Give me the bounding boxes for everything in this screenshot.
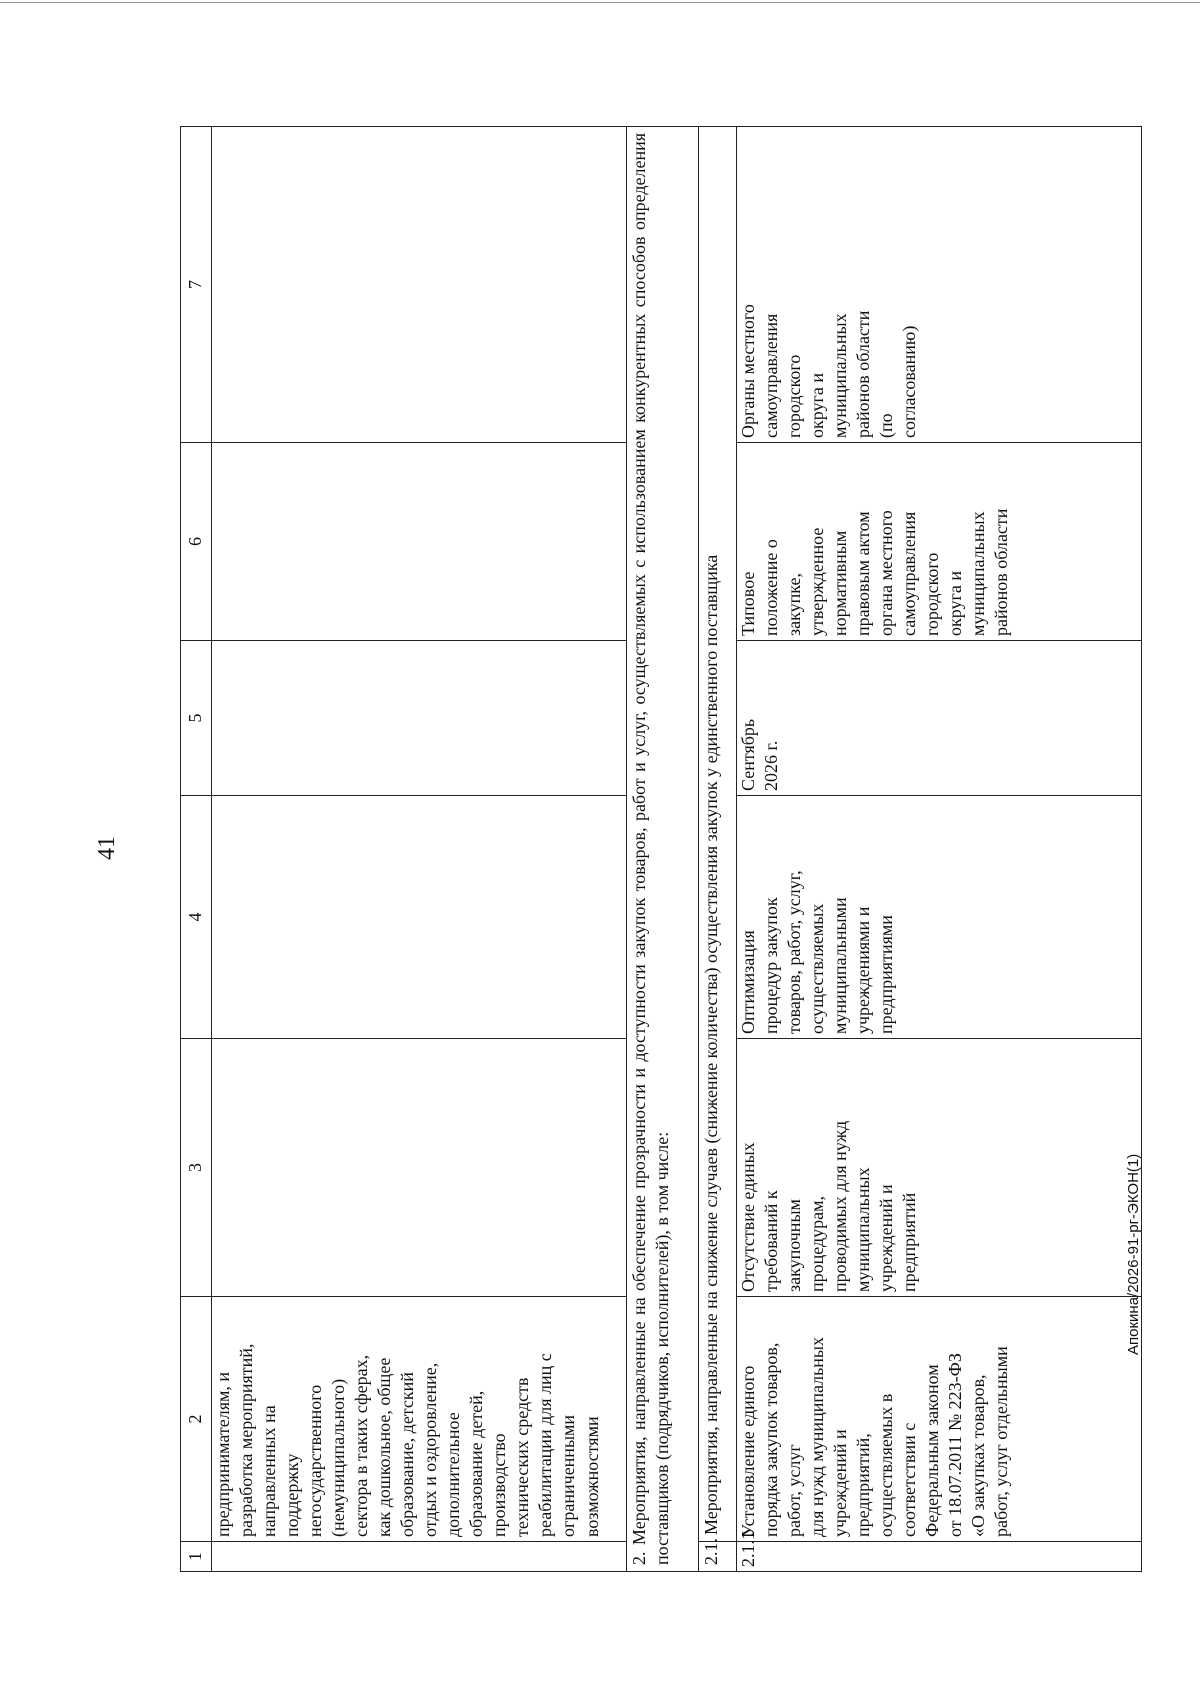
header-col-1: 1 <box>181 1542 212 1572</box>
cell-responsible <box>212 127 627 443</box>
cell-measure: Установление единого порядка закупок товаров, работ, услуг для нужд муниципальных учреждений и предприятий, осуществляемых в соответствии с Федеральным законом от 18.07.2011 № 223-ФЗ «О закупках товаров, работ, услуг отдельными <box>736 1297 1141 1542</box>
section-2-cell <box>627 127 699 1572</box>
header-col-7: 7 <box>181 127 212 443</box>
page-number: 41 <box>94 836 120 860</box>
rotated-table-wrapper <box>180 127 1142 1572</box>
header-col-4: 4 <box>181 796 212 1039</box>
cell-responsible: Органы местного самоуправления городского округа и муниципальных районов области (по согласованию) <box>736 127 1141 443</box>
header-col-5: 5 <box>181 641 212 796</box>
cell-goal: Оптимизация процедур закупок товаров, работ, услуг, осуществляемых муниципальными учреждениями и предприятиями <box>736 796 1141 1039</box>
table-row <box>212 127 627 1572</box>
measures-table <box>180 126 1142 1572</box>
section-2-1-number: 2.1. <box>698 1542 736 1572</box>
cell-deadline <box>212 641 627 796</box>
header-row <box>181 127 212 1572</box>
cell-measure: предпринимателям, и разработка мероприятий, направленных на поддержку негосударственного (немуниципального) сектора в таких сферах, как дошкольное, общее образование, детский отдых и оздоровление, дополнительное образование детей, производство технических средств реабилитации для лиц с ограниченными возможностями <box>212 1297 627 1542</box>
header-col-2: 2 <box>181 1297 212 1542</box>
cell-number <box>212 1542 627 1572</box>
footer-document-code: Апокина/2026-91-рг-ЭКОН(1) <box>1125 1153 1142 1355</box>
cell-problem: Отсутствие единых требований к закупочным процедурам, проводимых для нужд муниципальных учреждений и предприятий <box>736 1039 1141 1297</box>
table-row <box>736 127 1141 1572</box>
section-2-text: Мероприятия, направленные на обеспечение прозрачности и доступности закупок товаров, работ и услуг, осуществляемых с использованием конкурентных способов определения поставщиков (подрядчиков, исполнителей), в том числе: <box>629 133 673 1565</box>
section-2-row <box>627 127 699 1572</box>
cell-number: 2.1.1 <box>736 1542 1141 1572</box>
cell-document: Типовое положение о закупке, утвержденное нормативным правовым актом органа местного самоуправления городского округа и муниципальных районов области <box>736 443 1141 641</box>
header-col-6: 6 <box>181 443 212 641</box>
section-2-1-row <box>698 127 736 1572</box>
cell-problem <box>212 1039 627 1297</box>
section-2-number: 2. <box>629 1551 649 1565</box>
top-edge-line <box>0 2 1200 3</box>
cell-document <box>212 443 627 641</box>
header-col-3: 3 <box>181 1039 212 1297</box>
cell-deadline: Сентябрь 2026 г. <box>736 641 1141 796</box>
section-2-1-text: Мероприятия, направленные на снижение случаев (снижение количества) осуществления закупок у единственного поставщика <box>698 127 736 1542</box>
cell-goal <box>212 796 627 1039</box>
